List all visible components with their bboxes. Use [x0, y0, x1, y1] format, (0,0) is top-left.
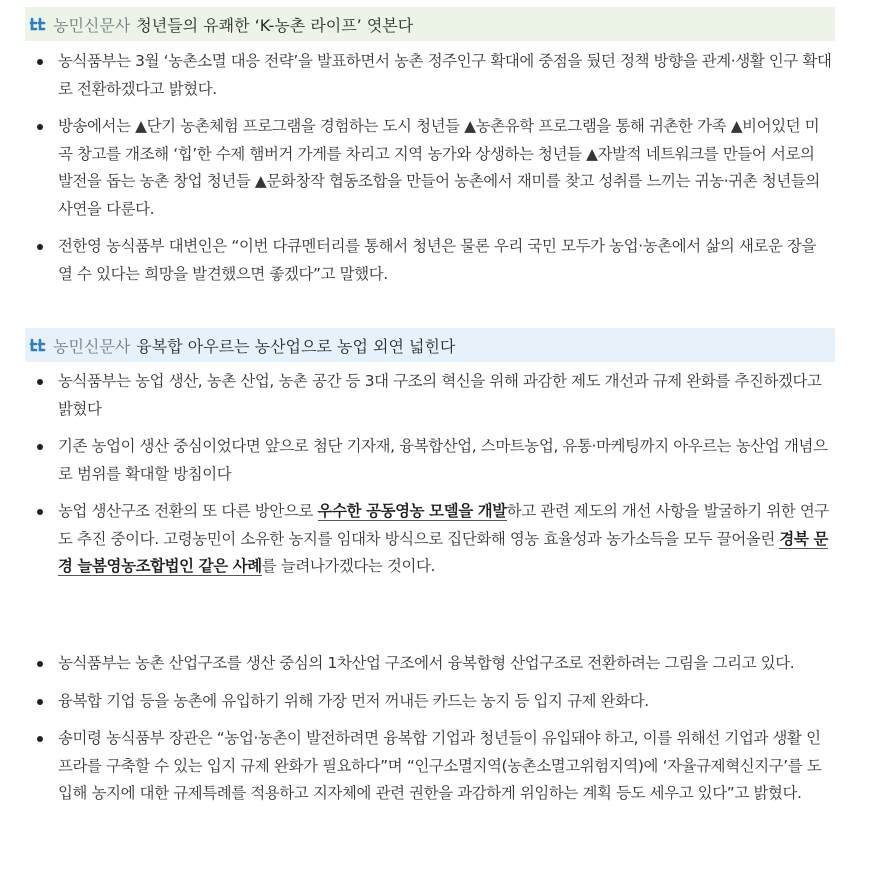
section-header-industry — [25, 328, 835, 362]
item-text: 농업 생산구조 전환의 또 다른 방안으로 — [58, 502, 318, 520]
list-item: 농식품부는 3월 ‘농촌소멸 대응 전략’을 발표하면서 농촌 정주인구 확대에 중점을 뒀던 정책 방향을 관계·생활 인구 확대로 전환하겠다고 밝혔다. — [0, 48, 833, 103]
highlight-phrase: 경북 문경 늘봄영농조합법인 같은 사례 — [58, 529, 828, 575]
nongmin-logo-icon — [29, 15, 47, 33]
article-list-industry — [0, 368, 877, 591]
section-title: 융복합 아우르는 농산업으로 농업 외연 넓힌다 — [136, 336, 456, 356]
source-label: 농민신문사 — [53, 336, 131, 356]
section-title: 청년들의 유쾌한 ‘K-농촌 라이프’ 엿본다 — [136, 15, 414, 35]
list-item: 농식품부는 농업 생산, 농촌 산업, 농촌 공간 등 3대 구조의 혁신을 위해 과감한 제도 개선과 규제 완화를 추진하겠다고 밝혔다 — [0, 368, 833, 423]
highlight-phrase: 우수한 공동영농 모델을 개발 — [317, 502, 507, 520]
nongmin-logo-icon — [29, 336, 47, 354]
list-item: 방송에서는 ▲단기 농촌체험 프로그램을 경험하는 도시 청년들 ▲농촌유학 프로그램을 통해 귀촌한 가족 ▲비어있던 미곡 창고를 개조해 ‘힙’한 수제 햄버거 가게를 차리고 지역 농가와 상생하는 청년들 ▲자발적 네트워크를 만들어 서로의 발전을 돕는 농촌 창업 청년들 ▲문화창작 협동조합을 만들어 농촌에서 재미를 찾고 성취를 느끼는 귀농·귀촌 청년들의 사연을 다룬다. — [0, 113, 833, 223]
list-item: 농식품부는 농촌 산업구조를 생산 중심의 1차산업 구조에서 융복합형 산업구조로 전환하려는 그림을 그리고 있다. — [0, 650, 833, 678]
article-list-youth — [0, 48, 877, 298]
list-item: 송미령 농식품부 장관은 “농업·농촌이 발전하려면 융복합 기업과 청년들이 유입돼야 하고, 이를 위해선 기업과 생활 인프라를 구축할 수 있는 입지 규제 완화가 필요하다”며 “인구소멸지역(농촌소멸고위험지역)에 ‘자율규제혁신지구’를 도입해 농지에 대한 규제특례를 적용하고 지자체에 관련 권한을 과감하게 위임하는 계획 등도 세우고 있다”고 밝혔다. — [0, 725, 833, 808]
list-item — [0, 498, 833, 581]
source-label: 농민신문사 — [53, 15, 131, 35]
section-header-youth — [25, 7, 835, 41]
item-text: 를 늘려나가겠다는 것이다. — [261, 557, 436, 575]
list-item: 융복합 기업 등을 농촌에 유입하기 위해 가장 먼저 꺼내든 카드는 농지 등 입지 규제 완화다. — [0, 688, 833, 716]
article-list-regulation — [0, 650, 877, 818]
item-text: 하고 관련 제도의 개선 사항을 발굴하기 위한 연구도 추진 중이다. 고령농민이 소유한 농지를 임대차 방식으로 집단화해 영농 효율성과 농가소득을 모두 끌어올린 — [58, 502, 829, 548]
list-item: 전한영 농식품부 대변인은 “이번 다큐멘터리를 통해서 청년은 물론 우리 국민 모두가 농업·농촌에서 삶의 새로운 장을 열 수 있다는 희망을 발견했으면 좋겠다”고 말했다. — [0, 233, 833, 288]
list-item: 기존 농업이 생산 중심이었다면 앞으로 첨단 기자재, 융복합산업, 스마트농업, 유통·마케팅까지 아우르는 농산업 개념으로 범위를 확대할 방침이다 — [0, 433, 833, 488]
